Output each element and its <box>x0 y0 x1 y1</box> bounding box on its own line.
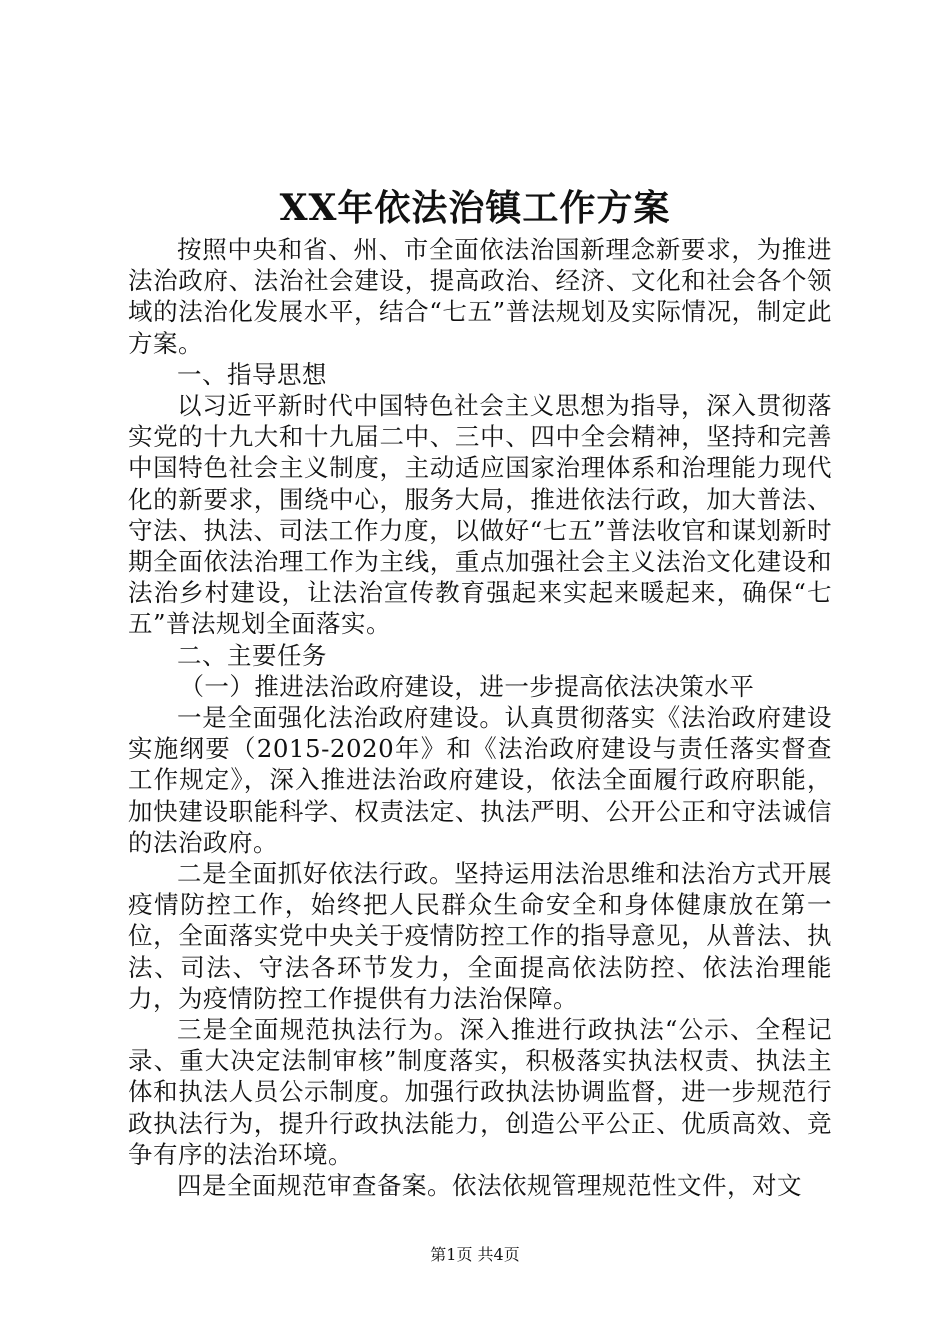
section-heading-main-tasks: 二、主要任务 <box>177 640 327 670</box>
task-paragraph-2: 二是全面抓好依法行政。坚持运用法治思维和法治方式开展疫情防控工作，始终把人民群众生命安全和身体健康放在第一位，全面落实党中央关于疫情防控工作的指导意见，从普法、执法、司法、守法各环节发力，全面提高依法防控、依法治理能力，为疫情防控工作提供有力法治保障。 <box>128 859 832 1013</box>
intro-paragraph: 按照中央和省、州、市全面依法治国新理念新要求，为推进法治政府、法治社会建设，提高政治、经济、文化和社会各个领域的法治化发展水平，结合“七五”普法规划及实际情况，制定此方案。 <box>128 235 832 358</box>
task-paragraph-1: 一是全面强化法治政府建设。认真贯彻落实《法治政府建设实施纲要（2015-2020年》和《法治政府建设与责任落实督查工作规定》，深入推进法治政府建设，依法全面履行政府职能，加快建设职能科学、权责法定、执法严明、公开公正和守法诚信的法治政府。 <box>128 703 832 857</box>
task-paragraph-3: 三是全面规范执法行为。深入推进行政执法“公示、全程记录、重大决定法制审核”制度落实，积极落实执法权责、执法主体和执法人员公示制度。加强行政执法协调监督，进一步规范行政执法行为，提升行政执法能力，创造公平公正、优质高效、竞争有序的法治环境。 <box>128 1015 832 1169</box>
section-heading-guiding-ideology: 一、指导思想 <box>177 359 327 389</box>
guiding-ideology-paragraph: 以习近平新时代中国特色社会主义思想为指导，深入贯彻落实党的十九大和十九届二中、三中、四中全会精神，坚持和完善中国特色社会主义制度，主动适应国家治理体系和治理能力现代化的新要求，围绕中心，服务大局，推进依法行政，加大普法、守法、执法、司法工作力度，以做好“七五”普法收官和谋划新时期全面依法治理工作为主线，重点加强社会主义法治文化建设和法治乡村建设，让法治宣传教育强起来实起来暖起来，确保“七五”普法规划全面落实。 <box>128 391 832 639</box>
page-number-footer: 第1页 共4页 <box>430 1245 520 1264</box>
task-paragraph-4: 四是全面规范审查备案。依法依规管理规范性文件，对文 <box>177 1171 802 1201</box>
document-title: XX年依法治镇工作方案 <box>279 187 671 229</box>
document-body <box>128 234 832 1201</box>
subsection-heading-law-based-government: （一）推进法治政府建设，进一步提高依法决策水平 <box>179 671 755 701</box>
